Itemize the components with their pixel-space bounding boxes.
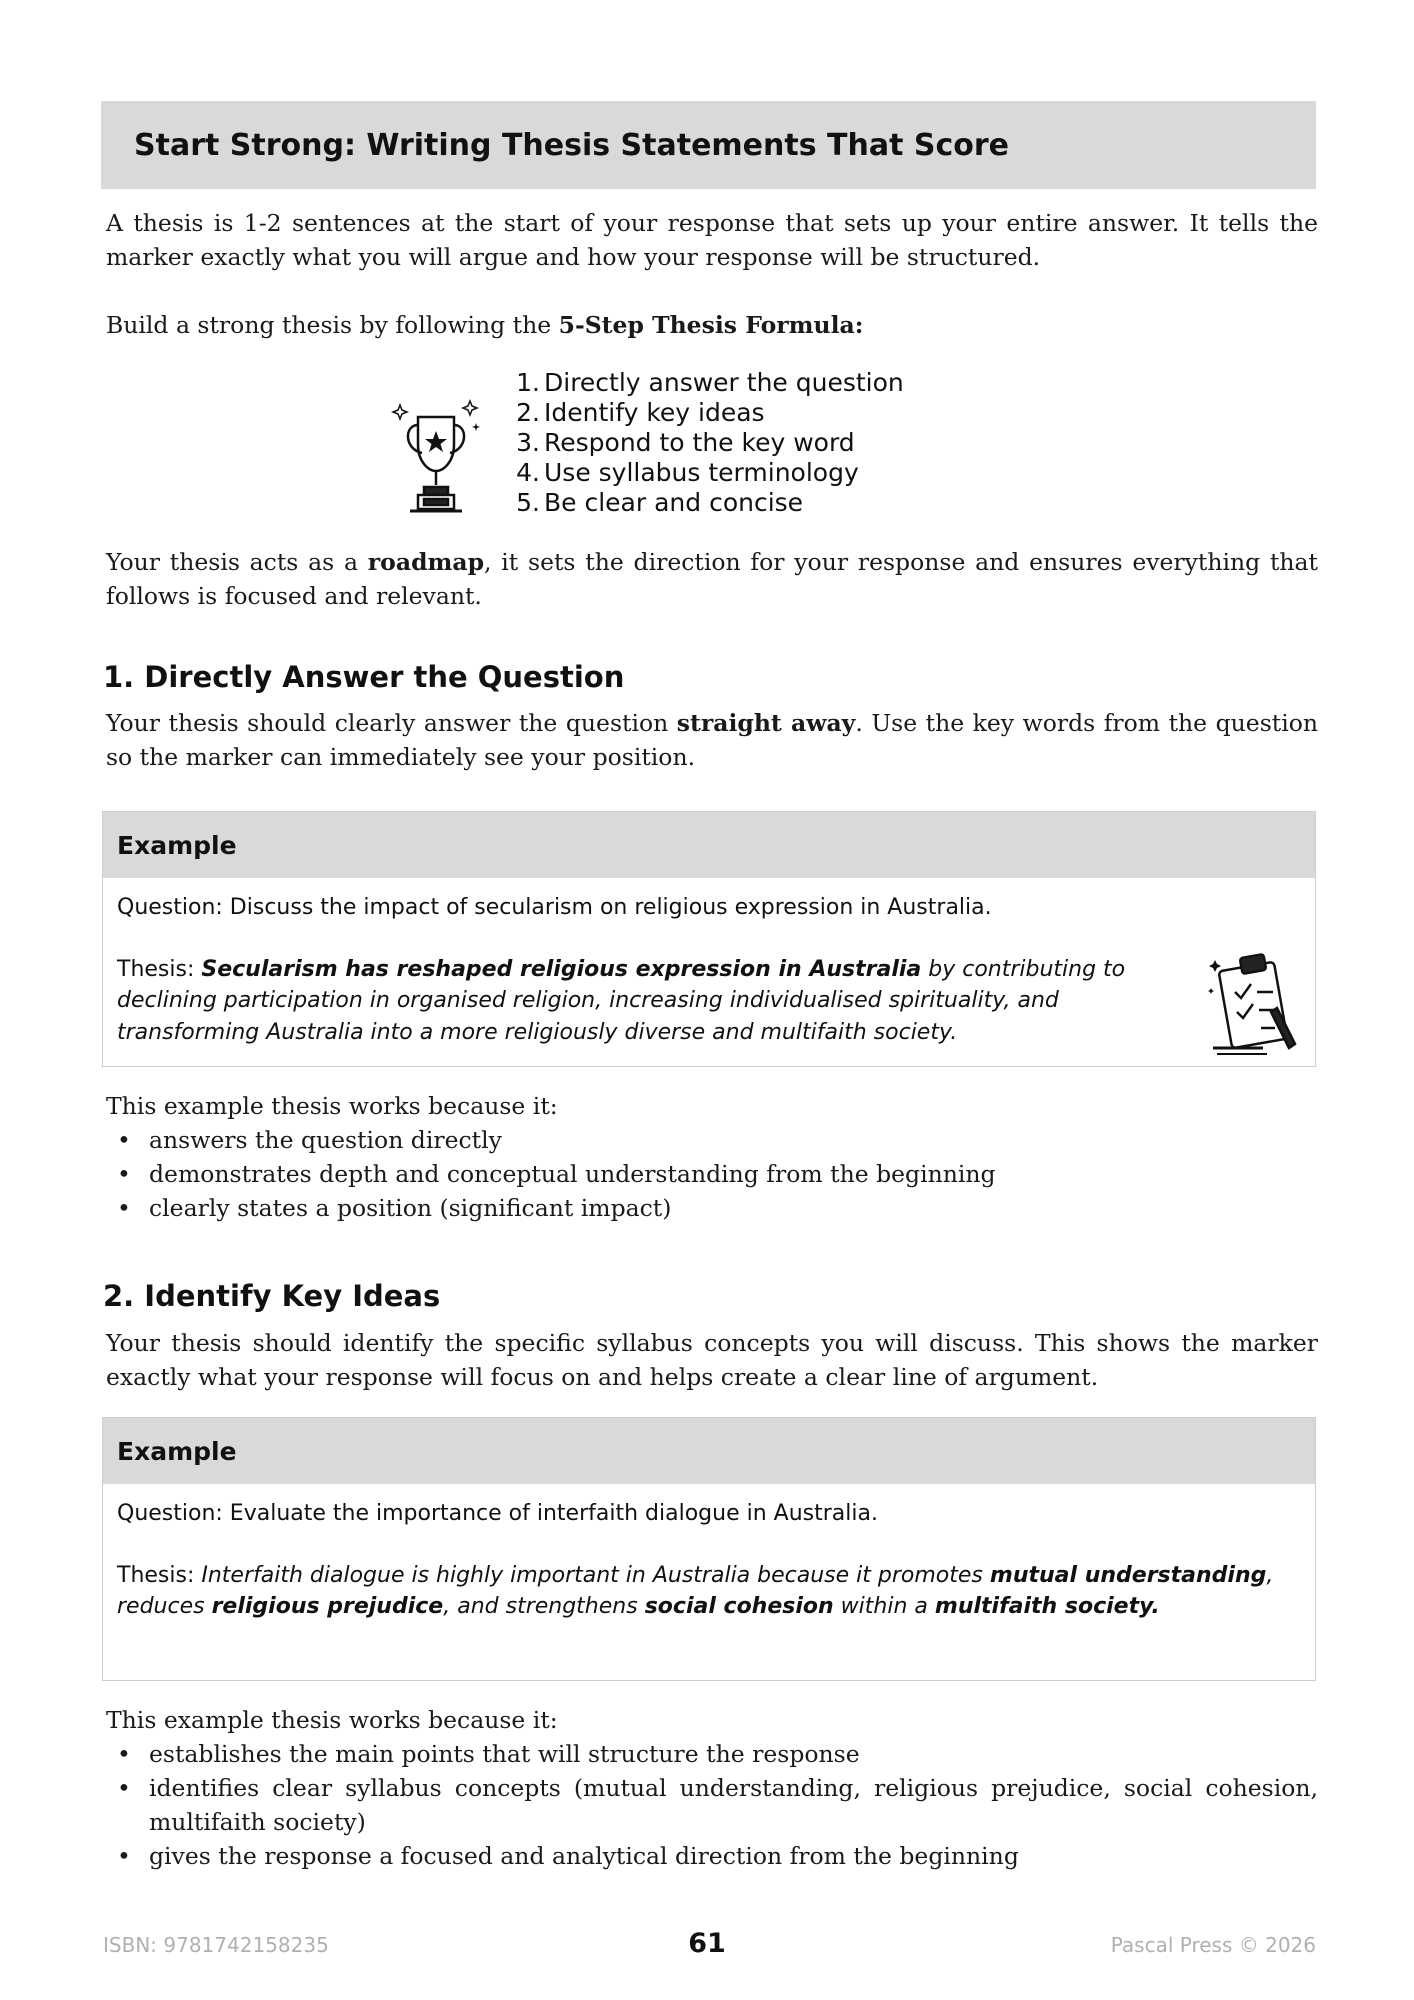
thesis-text: , and strengthens: [443, 1594, 645, 1619]
thesis-text: within a: [833, 1594, 935, 1619]
thesis-key-concept: religious prejudice: [211, 1594, 444, 1619]
clipboard-icon: [1203, 948, 1303, 1060]
formula-step: [510, 368, 904, 398]
thesis-key-concept: multifaith society.: [934, 1594, 1160, 1619]
bullet-list-2: [106, 1737, 1318, 1873]
title-bar: [101, 101, 1316, 189]
step-number: 2.: [516, 398, 540, 427]
formula-step: [510, 488, 904, 518]
list-item: • demonstrates depth and conceptual understanding from the beginning: [106, 1157, 1318, 1191]
section1-paragraph: [106, 706, 1318, 774]
thesis-label: Thesis:: [117, 1562, 202, 1588]
formula-intro: [106, 308, 1318, 342]
step-text: Be clear and concise: [544, 488, 804, 517]
list-item: • establishes the main points that will structure the response: [106, 1737, 1318, 1771]
example-label: Example: [103, 1418, 1315, 1484]
roadmap-text: Your thesis acts as a: [106, 548, 368, 576]
page-number: 61: [688, 1928, 726, 1959]
example-label: Example: [103, 812, 1315, 878]
section-heading-1: 1. Directly Answer the Question: [103, 660, 625, 694]
formula-step: [510, 428, 904, 458]
example-question: Question: Discuss the impact of secularism on religious expression in Australia.: [117, 895, 992, 920]
formula-name: 5-Step Thesis Formula:: [558, 311, 864, 339]
page-title: Start Strong: Writing Thesis Statements That Score: [134, 127, 1010, 163]
example-thesis: [117, 1560, 1301, 1623]
section2-paragraph: Your thesis should identify the specific syllabus concepts you will discuss. This shows the marker exactly what your response will focus on and helps create a clear line of argument.: [106, 1329, 1318, 1391]
thesis-key-concept: social cohesion: [644, 1594, 834, 1619]
footer-publisher: Pascal Press © 2026: [1110, 1933, 1316, 1957]
step-text: Directly answer the question: [544, 368, 904, 397]
example-box-1: [102, 811, 1316, 1067]
list-item: • identifies clear syllabus concepts (mutual understanding, religious prejudice, social cohesion, multifaith society): [106, 1771, 1318, 1839]
trophy-icon: [390, 395, 482, 520]
section-heading-2: 2. Identify Key Ideas: [103, 1279, 441, 1313]
section1-text-end: . Use the key words from the question so the marker can immediately see your position.: [106, 709, 1318, 771]
works-intro-1: This example thesis works because it:: [106, 1092, 558, 1120]
step-number: 5.: [516, 488, 540, 517]
example-body: [103, 878, 1315, 1058]
thesis-bold: Secularism has reshaped religious expression in Australia: [201, 956, 922, 982]
example-body: [103, 1484, 1315, 1633]
roadmap-paragraph: [106, 545, 1318, 613]
thesis-label: Thesis:: [117, 956, 202, 982]
roadmap-text-end: , it sets the direction for your response and ensures everything that follows is focused and relevant.: [106, 548, 1319, 610]
example-question: Question: Evaluate the importance of interfaith dialogue in Australia.: [117, 1501, 878, 1526]
step-text: Identify key ideas: [544, 398, 765, 427]
section1-bold: straight away: [676, 709, 856, 737]
step-number: 4.: [516, 458, 540, 487]
step-text: Use syllabus terminology: [544, 458, 859, 487]
works-intro-2: This example thesis works because it:: [106, 1706, 558, 1734]
intro-paragraph: A thesis is 1-2 sentences at the start of your response that sets up your entire answer. It tells the marker exactly what you will argue and how your response will be structured.: [106, 209, 1318, 271]
formula-step: [510, 458, 904, 488]
list-item: • clearly states a position (significant impact): [106, 1191, 1318, 1225]
step-number: 1.: [516, 368, 540, 397]
thesis-formula-list: [510, 368, 904, 518]
example-box-2: [102, 1417, 1316, 1681]
list-item: • gives the response a focused and analytical direction from the beginning: [106, 1839, 1318, 1873]
thesis-key-concept: mutual understanding: [989, 1562, 1267, 1588]
bullet-list-1: [106, 1123, 1318, 1225]
step-number: 3.: [516, 428, 540, 457]
formula-intro-text: Build a strong thesis by following the: [106, 311, 559, 339]
example-thesis: [117, 954, 1301, 1049]
list-item: • answers the question directly: [106, 1123, 1318, 1157]
thesis-text: Interfaith dialogue is highly important in Australia because it promotes: [201, 1562, 990, 1588]
section1-text: Your thesis should clearly answer the question: [106, 709, 677, 737]
thesis-text: , reduces: [117, 1562, 1274, 1619]
thesis-text: by contributing to declining participation in organised religion, increasing individualised spirituality, and transforming Australia into a more religiously diverse and multifaith society.: [117, 956, 1126, 1045]
step-text: Respond to the key word: [544, 428, 855, 457]
formula-step: [510, 398, 904, 428]
roadmap-bold: roadmap: [367, 548, 485, 576]
footer-isbn: ISBN: 9781742158235: [103, 1933, 329, 1957]
